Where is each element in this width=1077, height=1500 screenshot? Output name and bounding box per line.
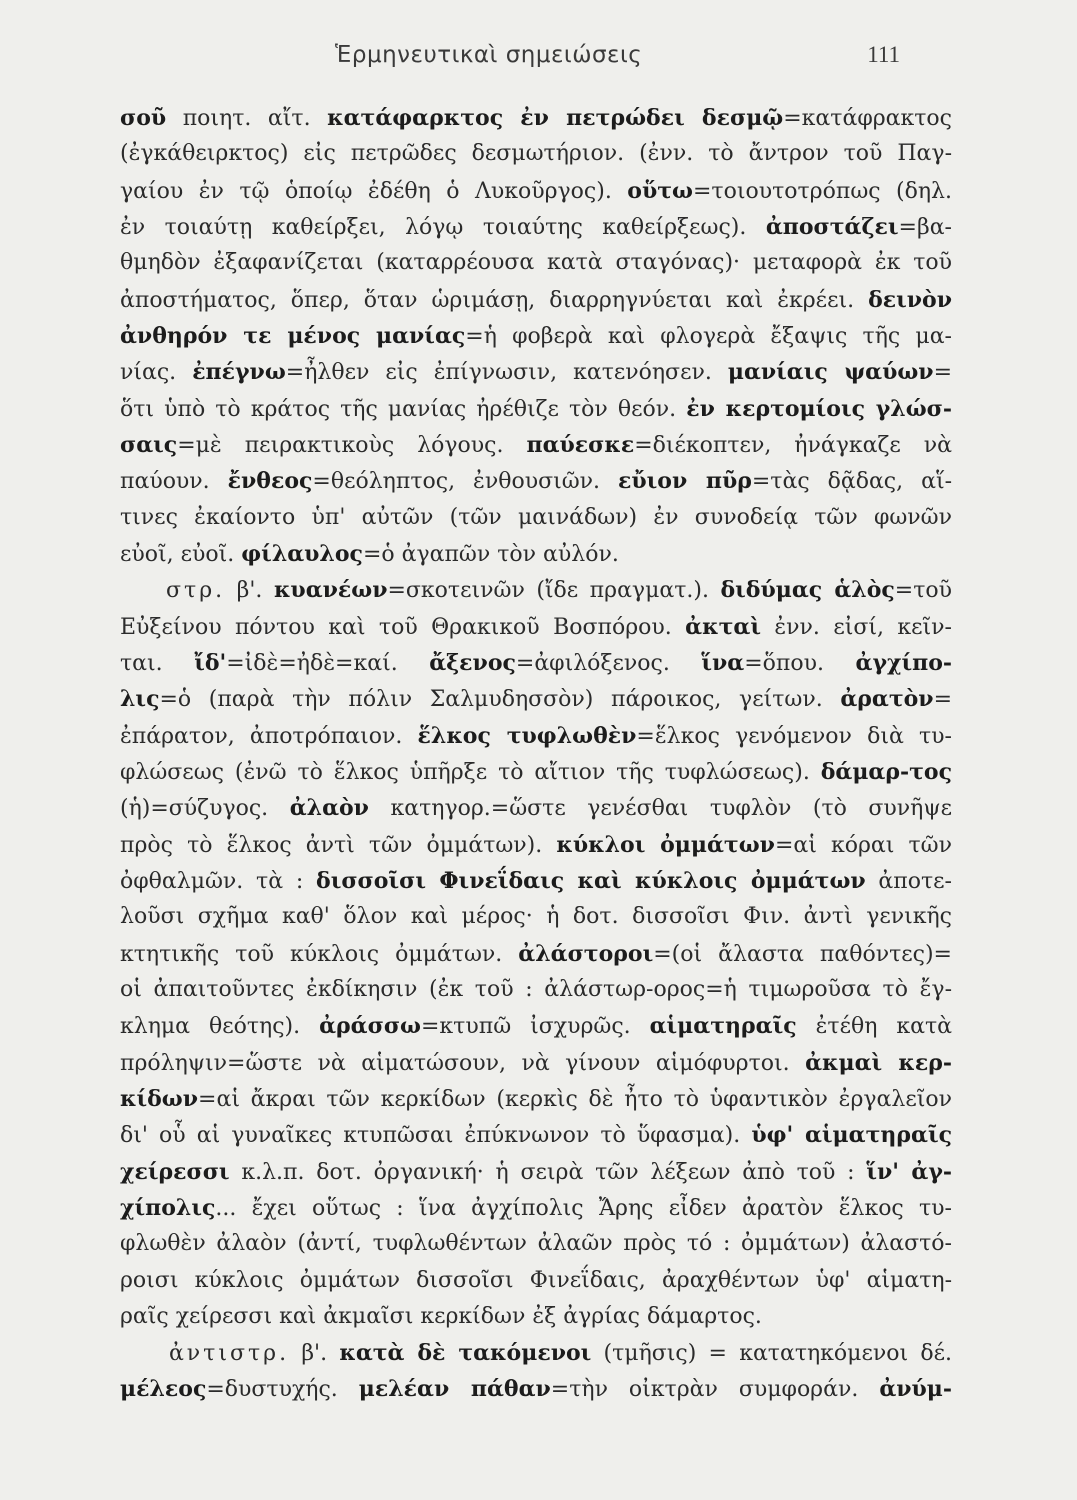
gloss-text: φλωθὲν ἀλαὸν (ἀντί, τυφλωθέντων ἀλαῶν πρὸς τό : ὀμμάτων) ἀλαστό- bbox=[120, 1231, 952, 1257]
gloss-text: εὐοῖ, εὐοῖ. bbox=[120, 541, 242, 567]
gloss-text: β'. bbox=[225, 578, 274, 604]
lemma-term: ἄξενος bbox=[429, 649, 516, 676]
lemma-term: μανίαις ψαύων bbox=[727, 359, 934, 386]
lemma-term: κατάφαρκτος ἐν πετρώδει δεσμῷ bbox=[327, 105, 784, 131]
gloss-text: =ὁ ἀγαπῶν τὸν αὐλόν. bbox=[362, 541, 619, 567]
gloss-text: (τμῆσις) = κατατηκόμενοι δέ. bbox=[591, 1341, 952, 1367]
lemma-term: ἐν κερτομίοις γλώσ- bbox=[686, 395, 952, 422]
gloss-text: φλώσεως (ἐνῶ τὸ ἕλκος ὑπῆρξε τὸ αἴτιον τῆς τυφλώσεως). bbox=[120, 759, 821, 785]
lemma-term: κύκλοι ὀμμάτων bbox=[556, 831, 775, 858]
gloss-text: =τὰς δᾷδας, αἵ- bbox=[751, 469, 952, 495]
text-line bbox=[120, 1190, 952, 1226]
gloss-text: ἐπάρατον, ἀποτρόπαιον. bbox=[120, 723, 418, 749]
text-line bbox=[120, 136, 952, 172]
text-line bbox=[120, 1226, 952, 1262]
lemma-term: παύεσκε bbox=[526, 431, 635, 458]
lemma-term: ἐπέγνω bbox=[192, 359, 286, 386]
gloss-text: δι' οὗ αἱ γυναῖκες κτυπῶσαι ἐπύκνωνον τὸ ὕφασμα). bbox=[120, 1123, 752, 1149]
gloss-text: ποιητ. αἴτ. bbox=[166, 106, 328, 131]
gloss-text: =ὁ (παρὰ τὴν πόλιν Σαλμυδησσὸν) πάροικος, γείτων. bbox=[159, 687, 841, 713]
lemma-term: ἀγχίπο- bbox=[855, 649, 952, 676]
gloss-text: ραῖς χείρεσσι καὶ ἀκμαῖσι κερκίδων ἐξ ἀγρίας δάμαρτος. bbox=[120, 1303, 762, 1329]
gloss-text: =διέκοπτεν, ἠνάγκαζε νὰ bbox=[634, 432, 952, 458]
text-line bbox=[120, 1335, 952, 1371]
gloss-text: γαίου ἐν τῷ ὁποίῳ ἐδέθη ὁ Λυκοῦργος). bbox=[120, 178, 628, 204]
gloss-text: (ἡ)=σύζυγος. bbox=[120, 796, 290, 822]
lemma-term: ἀλάστοροι bbox=[518, 940, 654, 967]
gloss-text: κλημα θεότης). bbox=[120, 1014, 320, 1040]
page-number: 111 bbox=[867, 42, 900, 67]
gloss-text: θμηδὸν ἐξαφανίζεται (καταρρέουσα κατὰ σταγόνας)· μεταφορὰ ἐκ τοῦ bbox=[120, 250, 952, 276]
gloss-text: = bbox=[933, 687, 952, 713]
text-line bbox=[120, 827, 952, 863]
gloss-text bbox=[120, 578, 166, 603]
text-line bbox=[120, 899, 952, 935]
gloss-text: =βα- bbox=[898, 214, 952, 240]
lemma-term: ἀράσσω bbox=[319, 1013, 421, 1040]
lemma-term: κατὰ δὲ τακόμενοι bbox=[339, 1340, 592, 1367]
text-line bbox=[120, 427, 952, 463]
gloss-text: ... ἔχει οὕτως : ἵνα ἀγχίπολις Ἄρης εἶδεν ἀρατὸν ἕλκος τυ- bbox=[215, 1195, 952, 1221]
gloss-text: =ἦλθεν εἰς ἐπίγνωσιν, κατενόησεν. bbox=[285, 360, 728, 386]
lemma-term: μέλεος bbox=[120, 1376, 207, 1403]
text-line bbox=[120, 1263, 952, 1299]
text-line bbox=[120, 936, 952, 972]
text-line bbox=[120, 1154, 952, 1190]
gloss-text: λοῦσι σχῆμα καθ' ὅλον καὶ μέρος· ἡ δοτ. δισσοῖσι Φιν. ἀντὶ γενικῆς bbox=[120, 904, 952, 930]
lemma-term: ἀνύμ- bbox=[879, 1376, 952, 1403]
text-line bbox=[120, 972, 952, 1008]
text-line bbox=[120, 645, 952, 681]
gloss-text: ροισι κύκλοις ὀμμάτων δισσοῖσι Φινεΐδαις, ἀραχθέντων ὑφ' αἱματη- bbox=[120, 1267, 952, 1293]
lemma-term: διδύμας ἁλὸς bbox=[720, 577, 895, 604]
text-line bbox=[120, 500, 952, 536]
lemma-term: μελέαν πάθαν bbox=[358, 1376, 551, 1403]
gloss-text: =τοιουτοτρόπως (δηλ. bbox=[693, 178, 952, 204]
text-line bbox=[120, 790, 952, 826]
text-line bbox=[120, 1299, 952, 1335]
text-line bbox=[120, 863, 952, 899]
gloss-text: πρόληψιν=ὥστε νὰ αἱματώσουν, νὰ γίνουν αἱμόφυρτοι. bbox=[120, 1050, 806, 1076]
lemma-term: ἀλαὸν bbox=[289, 795, 369, 822]
gloss-text: ται. bbox=[120, 650, 195, 676]
gloss-text: =ἰδὲ=ἠδὲ=καί. bbox=[226, 650, 430, 676]
text-line bbox=[120, 536, 952, 572]
lemma-term: ἀποστάζει bbox=[765, 213, 899, 240]
lemma-term: κίδων bbox=[120, 1085, 199, 1112]
gloss-text bbox=[120, 1341, 169, 1366]
text-line bbox=[120, 681, 952, 717]
gloss-text: Εὐξείνου πόντου καὶ τοῦ Θρακικοῦ Βοσπόρου. bbox=[120, 614, 686, 640]
text-line bbox=[120, 173, 952, 209]
gloss-text: =μὲ πειρακτικοὺς λόγους. bbox=[177, 432, 527, 458]
gloss-text: =ἀφιλόξενος. bbox=[515, 650, 702, 676]
gloss-text: ἀντιστρ. bbox=[168, 1341, 290, 1367]
lemma-term: σαις bbox=[120, 431, 178, 458]
lemma-term: ἀκταὶ bbox=[685, 613, 761, 640]
text-line bbox=[120, 463, 952, 499]
gloss-text: πρὸς τὸ ἕλκος ἀντὶ τῶν ὀμμάτων). bbox=[120, 832, 557, 858]
lemma-term: οὕτω bbox=[627, 177, 693, 204]
lemma-term: κυανέων bbox=[273, 577, 388, 604]
gloss-text: τινες ἐκαίοντο ὑπ' αὐτῶν (τῶν μαινάδων) ἐν συνοδείᾳ τῶν φωνῶν bbox=[120, 504, 952, 530]
lemma-term: δισσοῖσι Φινεΐδαις καὶ κύκλοις ὀμμάτων bbox=[316, 867, 866, 894]
gloss-text: =θεόληπτος, ἐνθουσιῶν. bbox=[312, 469, 618, 495]
gloss-text: παύουν. bbox=[120, 469, 228, 495]
text-line bbox=[120, 1008, 952, 1044]
gloss-text: ὀφθαλμῶν. τὰ : bbox=[120, 868, 317, 894]
lemma-term: ὑφ' αἱματηραῖς bbox=[751, 1122, 952, 1149]
page-header bbox=[120, 42, 900, 82]
lemma-term: δάμαρ-τος bbox=[820, 758, 952, 785]
lemma-term: ἔνθεος bbox=[227, 468, 313, 495]
text-line bbox=[120, 318, 952, 354]
gloss-text: =κτυπῶ ἰσχυρῶς. bbox=[421, 1014, 650, 1040]
gloss-text: ἐτέθη κατὰ bbox=[796, 1014, 952, 1040]
text-line bbox=[120, 391, 952, 427]
gloss-text: =κατάφρακτος bbox=[783, 106, 952, 131]
gloss-text: =αἱ ἄκραι τῶν κερκίδων (κερκὶς δὲ ἦτο τὸ ὑφαντικὸν ἐργαλεῖον bbox=[198, 1086, 952, 1112]
lemma-term: ἵν' ἀγ- bbox=[866, 1158, 952, 1185]
gloss-text: κτητικῆς τοῦ κύκλοις ὀμμάτων. bbox=[120, 941, 519, 967]
text-line bbox=[120, 354, 952, 390]
gloss-text: =ὅπου. bbox=[744, 650, 856, 676]
text-line bbox=[120, 572, 952, 608]
text-line bbox=[120, 609, 952, 645]
gloss-text: ἐνν. εἰσί, κεῖν- bbox=[760, 614, 952, 640]
lemma-term: σοῦ bbox=[120, 105, 167, 131]
text-line bbox=[120, 100, 952, 136]
gloss-text: νίας. bbox=[120, 360, 193, 386]
text-line bbox=[120, 245, 952, 281]
text-line bbox=[120, 1045, 952, 1081]
gloss-text: =δυστυχής. bbox=[206, 1377, 359, 1403]
gloss-text: οἱ ἀπαιτοῦντες ἐκδίκησιν (ἐκ τοῦ : ἀλάστωρ-ορος=ἡ τιμωροῦσα τὸ ἔγ- bbox=[120, 976, 952, 1002]
lemma-term: φίλαυλος bbox=[241, 540, 363, 567]
lemma-term: χίπολις bbox=[120, 1194, 216, 1221]
text-line bbox=[120, 282, 952, 318]
text-line bbox=[120, 1117, 952, 1153]
gloss-text: =ἡ φοβερὰ καὶ φλογερὰ ἔξαψις τῆς μα- bbox=[465, 323, 952, 349]
gloss-text: =τοῦ bbox=[894, 578, 952, 604]
text-line bbox=[120, 1081, 952, 1117]
lemma-term: ἀρατὸν bbox=[840, 686, 934, 713]
text-line bbox=[120, 718, 952, 754]
gloss-text: =σκοτεινῶν (ἴδε πραγματ.). bbox=[387, 578, 721, 604]
lemma-term: ἕλκος τυφλωθὲν bbox=[417, 722, 637, 749]
gloss-text: ἐν τοιαύτῃ καθείρξει, λόγῳ τοιαύτης καθείρξεως). bbox=[120, 214, 766, 240]
text-line bbox=[120, 754, 952, 790]
gloss-text: κ.λ.π. δοτ. ὀργανική· ἡ σειρὰ τῶν λέξεων ἀπὸ τοῦ : bbox=[229, 1159, 867, 1185]
lemma-term: εὔιον πῦρ bbox=[618, 468, 752, 495]
gloss-text: κατηγορ.=ὥστε γενέσθαι τυφλὸν (τὸ συνῆψε bbox=[368, 796, 952, 822]
gloss-text: ὅτι ὑπὸ τὸ κράτος τῆς μανίας ἠρέθιζε τὸν θεόν. bbox=[120, 396, 687, 422]
lemma-term: χείρεσσι bbox=[120, 1158, 230, 1185]
gloss-text: =αἱ κόραι τῶν bbox=[774, 832, 952, 858]
text-line bbox=[120, 1371, 952, 1407]
gloss-text: =ἕλκος γενόμενον διὰ τυ- bbox=[636, 723, 952, 749]
lemma-term: ἀνθηρόν τε μένος μανίας bbox=[120, 322, 466, 349]
gloss-text: =(οἱ ἄλαστα παθόντες)= bbox=[653, 941, 952, 967]
gloss-text: = bbox=[933, 360, 952, 386]
lemma-term: δεινὸν bbox=[868, 286, 952, 313]
running-title: Ἑρμηνευτικαὶ σημειώσεις bbox=[335, 42, 643, 68]
gloss-text: =τὴν οἰκτρὰν συμφοράν. bbox=[550, 1377, 880, 1403]
lemma-term: ἴδ' bbox=[194, 649, 227, 676]
gloss-text: β'. bbox=[289, 1341, 340, 1367]
lemma-term: ἀκμαὶ κερ- bbox=[805, 1049, 952, 1076]
lemma-term: λις bbox=[120, 686, 160, 713]
gloss-text: ἀποτε- bbox=[865, 868, 952, 894]
gloss-text: (ἐγκάθειρκτος) εἰς πετρῶδες δεσμωτήριον. (ἐνν. τὸ ἄντρον τοῦ Παγ- bbox=[120, 141, 952, 167]
commentary-text bbox=[120, 100, 952, 1408]
gloss-text: στρ. bbox=[166, 578, 226, 604]
lemma-term: ἵνα bbox=[701, 649, 745, 676]
lemma-term: αἱματηραῖς bbox=[649, 1013, 797, 1040]
gloss-text: ἀποστήματος, ὅπερ, ὅταν ὡριμάσῃ, διαρρηγνύεται καὶ ἐκρέει. bbox=[120, 287, 869, 313]
text-line bbox=[120, 209, 952, 245]
